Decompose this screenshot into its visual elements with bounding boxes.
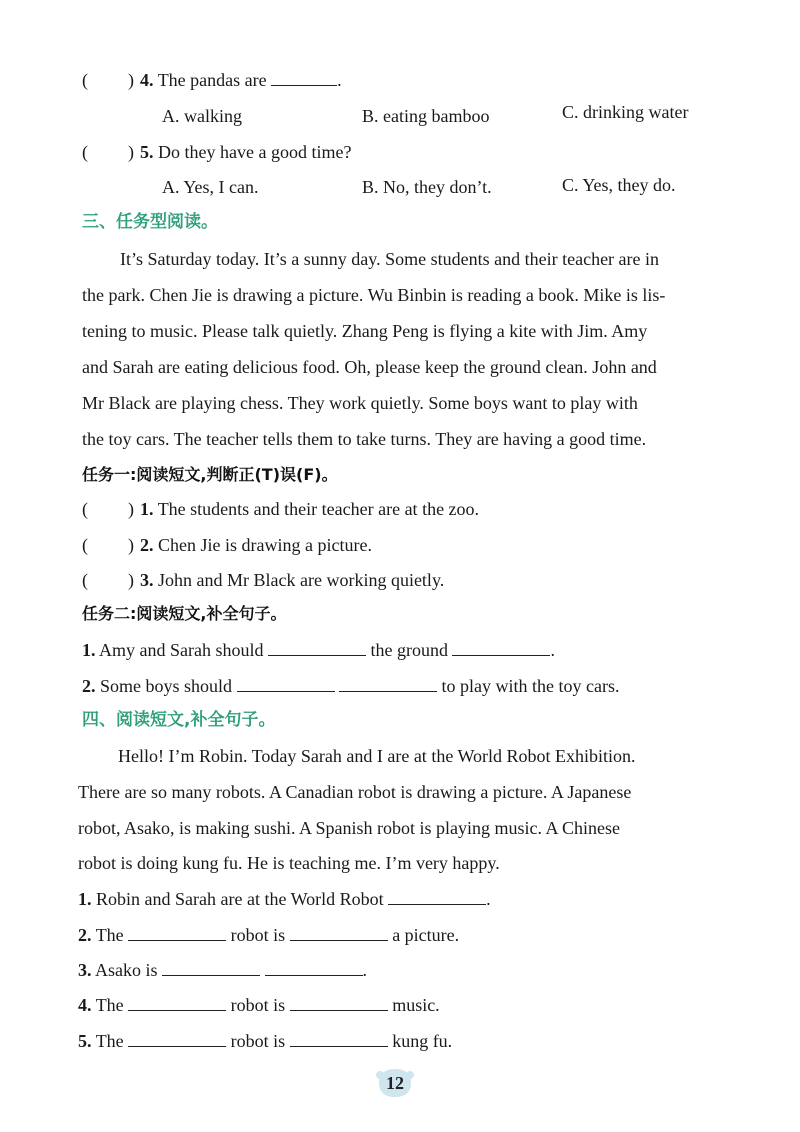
passage-line: Hello! I’m Robin. Today Sarah and I are at the World Robot Exhibition. [118,746,636,766]
answer-bracket[interactable]: ( ) [82,535,134,555]
passage-line: and Sarah are eating delicious food. Oh, please keep the ground clean. John and [82,357,657,377]
answer-blank[interactable] [265,959,363,976]
fill-question [78,923,459,947]
question-number: 1. [78,889,92,909]
question-text: The [95,1031,124,1051]
question-text: Chen Jie is drawing a picture. [158,535,372,555]
question-end: . [337,70,342,90]
answer-blank[interactable] [162,959,260,976]
question-text: robot is [230,925,286,945]
passage-line: There are so many robots. A Canadian robot is drawing a picture. A Japanese [78,782,632,802]
option-b: B. No, they don’t. [362,177,492,197]
passage-line: robot, Asako, is making sushi. A Spanish robot is playing music. A Chinese [78,818,621,838]
answer-blank[interactable] [290,994,388,1011]
task-2-title: 任务二:阅读短文,补全句子。 [82,604,287,623]
question-text: John and Mr Black are working quietly. [158,570,445,590]
fill-question [78,993,440,1017]
question-text: a picture. [392,925,460,945]
question-number: 5. [140,142,154,162]
option-b: B. eating bamboo [362,106,490,126]
answer-blank[interactable] [388,888,486,905]
question-number: 2. [140,535,154,555]
question-number: 1. [82,640,96,660]
question-end: . [550,640,555,660]
mc-question-4 [82,68,342,92]
question-number: 4. [140,70,154,90]
option-a: A. Yes, I can. [162,177,259,197]
tf-question [82,497,479,521]
option-c: C. Yes, they do. [562,175,676,195]
question-text: kung fu. [392,1031,453,1051]
answer-blank[interactable] [128,1030,226,1047]
question-end: . [486,889,491,909]
passage-line: Mr Black are playing chess. They work quietly. Some boys want to play with [82,393,638,413]
answer-blank[interactable] [290,1030,388,1047]
question-text: The students and their teacher are at the zoo. [157,499,480,519]
tf-question [82,568,444,592]
fill-question [78,1029,452,1053]
question-number: 3. [78,960,92,980]
answer-blank[interactable] [237,675,335,692]
passage-line: the park. Chen Jie is drawing a picture. Wu Binbin is reading a book. Mike is lis- [82,285,666,305]
fill-question [78,958,367,982]
question-number: 5. [78,1031,92,1051]
answer-blank[interactable] [128,994,226,1011]
answer-bracket[interactable]: ( ) [82,142,134,162]
question-text: the ground [370,640,448,660]
question-number: 2. [82,676,96,696]
question-stem: Do they have a good time? [158,142,352,162]
question-end: . [362,960,368,980]
question-text: The [95,995,124,1015]
fill-question [82,638,555,662]
passage-line: robot is doing kung fu. He is teaching me. I’m very happy. [78,853,500,873]
question-text: robot is [230,1031,286,1051]
page-number: 12 [386,1073,404,1093]
question-text: Amy and Sarah should [99,640,264,660]
question-text: to play with the toy cars. [441,676,620,696]
question-text: Some boys should [100,676,233,696]
answer-bracket[interactable]: ( ) [82,570,134,590]
answer-blank[interactable] [290,924,388,941]
answer-blank[interactable] [339,675,437,692]
section-4-title: 四、阅读短文,补全句子。 [82,710,276,730]
question-text: robot is [230,995,286,1015]
question-number: 4. [78,995,92,1015]
question-stem: The pandas are [157,70,267,90]
question-number: 3. [140,570,154,590]
answer-blank[interactable] [128,924,226,941]
answer-blank[interactable] [268,639,366,656]
answer-blank[interactable] [452,639,550,656]
question-text: music. [392,995,440,1015]
question-text: Asako is [95,960,158,980]
question-text: Robin and Sarah are at the World Robot [96,889,384,909]
passage-line: It’s Saturday today. It’s a sunny day. Some students and their teacher are in [120,249,660,269]
passage-line: the toy cars. The teacher tells them to take turns. They are having a good time. [82,429,647,449]
fill-question [78,887,491,911]
answer-bracket[interactable]: ( ) [82,499,134,519]
option-c: C. drinking water [562,102,689,122]
passage-line: tening to music. Please talk quietly. Zhang Peng is flying a kite with Jim. Amy [82,321,648,341]
fill-question [82,674,619,698]
question-number: 1. [140,499,154,519]
question-number: 2. [78,925,92,945]
section-3-title: 三、任务型阅读。 [82,212,218,232]
mc-question-5 [82,140,351,164]
answer-blank[interactable] [271,69,337,86]
answer-bracket[interactable]: ( ) [82,70,134,90]
option-a: A. walking [162,106,242,126]
tf-question [82,533,372,557]
task-1-title: 任务一:阅读短文,判断正(T)误(F)。 [82,465,338,484]
question-text: The [95,925,124,945]
